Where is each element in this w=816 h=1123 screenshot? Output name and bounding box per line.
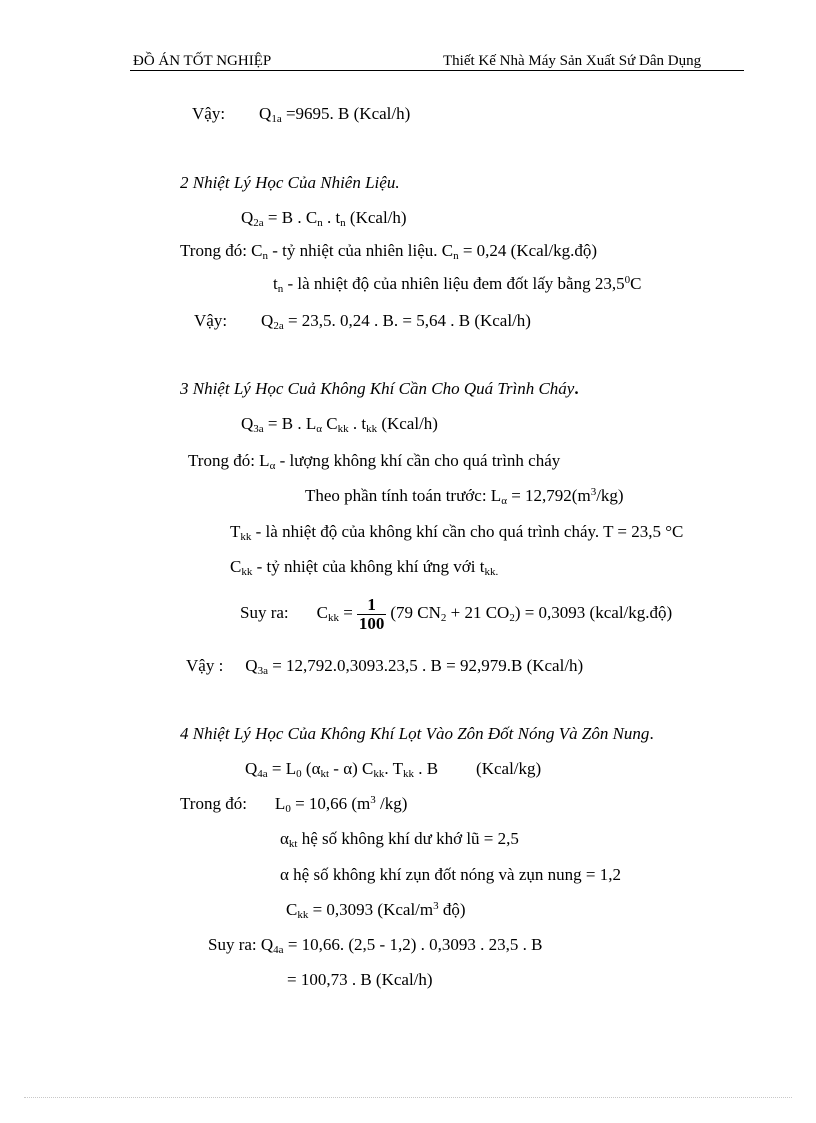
superscript: 3 bbox=[370, 794, 376, 806]
text: C bbox=[322, 414, 338, 433]
calc-l-alpha bbox=[305, 485, 624, 507]
result-q4a: = 100,73 . B (Kcal/h) bbox=[287, 970, 433, 989]
subscript: α bbox=[316, 423, 322, 435]
subscript: kk bbox=[366, 423, 378, 435]
equation: =9695. B (Kcal/h) bbox=[281, 104, 411, 123]
subscript: kk bbox=[402, 768, 414, 780]
equation: = 12,792.0,3093.23,5 . B = 92,979.B (Kcal/h) bbox=[267, 656, 584, 675]
subscript: n bbox=[340, 217, 346, 229]
label: Vậy : bbox=[186, 656, 224, 675]
subscript: 4a bbox=[273, 944, 284, 956]
text: = B . C bbox=[263, 208, 318, 227]
unit: (Kcal/h) bbox=[345, 208, 407, 227]
text: /kg) bbox=[596, 486, 624, 505]
fraction bbox=[357, 596, 387, 633]
header-divider bbox=[130, 70, 744, 71]
subscript: 3a bbox=[253, 423, 264, 435]
subscript: kk bbox=[241, 566, 253, 578]
symbol: Q bbox=[245, 656, 258, 675]
text: 4 Nhiệt Lý Học Của Không Khí Lọt Vào Zôn Đốt Nóng Và Zôn Nung bbox=[180, 724, 650, 743]
text: - tỷ nhiệt của không khí ứng với t bbox=[252, 557, 485, 576]
result-q3a bbox=[186, 655, 583, 677]
subscript: 0 bbox=[296, 768, 302, 780]
text: - tỷ nhiệt của nhiên liệu. C bbox=[268, 241, 454, 260]
subscript: 2 bbox=[509, 612, 515, 624]
definition-l-alpha bbox=[188, 450, 560, 472]
subscript: kk. bbox=[484, 566, 499, 578]
equation-q2a bbox=[241, 207, 407, 229]
value-ckk bbox=[286, 899, 466, 921]
equation: = 23,5. 0,24 . B. = 5,64 . B (Kcal/h) bbox=[283, 311, 531, 330]
subscript: n bbox=[262, 250, 269, 262]
label: Trong đó: bbox=[180, 794, 247, 813]
text: hệ số không khí dư khớ lũ = 2,5 bbox=[297, 829, 519, 848]
symbol: α bbox=[280, 829, 289, 848]
text: Theo phần tính toán trước: L bbox=[305, 486, 502, 505]
text: . t bbox=[348, 414, 367, 433]
definition-cn bbox=[180, 240, 597, 262]
subscript: 1a bbox=[271, 113, 282, 125]
text: = 10,66. (2,5 - 1,2) . 0,3093 . 23,5 . B bbox=[283, 935, 543, 954]
text: t bbox=[273, 274, 278, 293]
symbol: Q bbox=[241, 208, 254, 227]
subscript: kk bbox=[240, 531, 252, 543]
text: . T bbox=[384, 759, 403, 778]
equation-q4a bbox=[245, 758, 541, 780]
subscript: 4a bbox=[257, 768, 268, 780]
symbol: Q bbox=[241, 414, 254, 433]
text: = 0,3093 (Kcal/m bbox=[308, 900, 434, 919]
text: = 10,66 (m bbox=[290, 794, 371, 813]
subscript: 2a bbox=[253, 217, 264, 229]
denominator: 100 bbox=[358, 613, 385, 633]
text: C bbox=[630, 274, 642, 293]
subscript: kk bbox=[297, 909, 309, 921]
unit: (Kcal/kg) bbox=[476, 759, 542, 778]
unit: (Kcal/h) bbox=[377, 414, 438, 433]
equation-ckk bbox=[240, 593, 672, 633]
header-left: ĐỒ ÁN TỐT NGHIỆP bbox=[133, 53, 272, 69]
text: T bbox=[230, 522, 241, 541]
text: . t bbox=[322, 208, 341, 227]
symbol: Q bbox=[245, 759, 258, 778]
symbol: L bbox=[274, 794, 286, 813]
definition-tkk bbox=[230, 521, 683, 543]
subscript: kt bbox=[288, 838, 298, 850]
text: độ) bbox=[438, 900, 466, 919]
subscript: 2a bbox=[273, 320, 284, 332]
text: Trong đó: C bbox=[180, 241, 263, 260]
definition-l0 bbox=[180, 793, 407, 815]
text: . bbox=[574, 379, 579, 398]
superscript: 0 bbox=[624, 274, 631, 286]
text: . B bbox=[413, 759, 439, 778]
page-edge-divider bbox=[24, 1097, 792, 1098]
section-3-title bbox=[180, 378, 579, 400]
text: = 0,24 (Kcal/kg.độ) bbox=[458, 241, 598, 260]
subscript: α bbox=[501, 495, 507, 507]
subscript: 2 bbox=[440, 612, 447, 624]
subscript: 3a bbox=[257, 665, 268, 677]
label: Suy ra: bbox=[240, 603, 289, 622]
text: - là nhiệt độ của không khí cần cho quá trình cháy. T = 23,5 °C bbox=[251, 522, 684, 541]
text: . bbox=[649, 724, 654, 743]
text: - là nhiệt độ của nhiên liệu đem đốt lấy bằng 23,5 bbox=[283, 274, 625, 293]
subscript: kt bbox=[320, 768, 330, 780]
symbol: Q bbox=[261, 311, 274, 330]
header-right: Thiết Kế Nhà Máy Sản Xuất Sứ Dân Dụng bbox=[443, 53, 702, 69]
text: C bbox=[230, 557, 242, 576]
subscript: α bbox=[269, 460, 276, 472]
superscript: 3 bbox=[433, 900, 439, 912]
subscript: 0 bbox=[285, 803, 291, 815]
text: - α) C bbox=[329, 759, 374, 778]
section-4-title bbox=[180, 723, 654, 745]
subscript: kk bbox=[327, 612, 339, 624]
subscript: kk bbox=[373, 768, 385, 780]
subscript: n bbox=[277, 283, 284, 295]
result-q2a bbox=[194, 310, 531, 332]
symbol: Q bbox=[259, 104, 272, 123]
symbol: C bbox=[316, 603, 328, 622]
text: 3 Nhiệt Lý Học Cuả Không Khí Cần Cho Quá Trình Cháy bbox=[180, 379, 575, 398]
subscript: kk bbox=[337, 423, 349, 435]
text: ) = 0,3093 (kcal/kg.độ) bbox=[514, 603, 673, 622]
text: Trong đó: L bbox=[188, 451, 270, 470]
result-q1a bbox=[192, 103, 410, 125]
equation-q3a bbox=[241, 413, 438, 435]
symbol: C bbox=[286, 900, 298, 919]
text: /kg) bbox=[375, 794, 408, 813]
calc-q4a bbox=[208, 934, 542, 956]
text: = 12,792(m bbox=[506, 486, 591, 505]
section-2-title: 2 Nhiệt Lý Học Của Nhiên Liệu. bbox=[180, 173, 400, 192]
text: (α bbox=[301, 759, 321, 778]
definition-ckk bbox=[230, 556, 498, 578]
definition-alpha: α hệ số không khí zụn đốt nóng và zụn nung = 1,2 bbox=[280, 865, 621, 884]
text: = L bbox=[267, 759, 297, 778]
text: Suy ra: Q bbox=[208, 935, 274, 954]
text: (79 CN bbox=[390, 603, 441, 622]
text: - lượng không khí cần cho quá trình cháy bbox=[275, 451, 561, 470]
subscript: n bbox=[317, 217, 323, 229]
superscript: 3 bbox=[590, 486, 597, 498]
label: Vậy: bbox=[194, 311, 228, 330]
subscript: n bbox=[453, 250, 459, 262]
definition-tn bbox=[273, 273, 641, 295]
text: = B . L bbox=[263, 414, 317, 433]
definition-alpha-kt bbox=[280, 828, 519, 850]
label: Vậy: bbox=[192, 104, 226, 123]
text: + 21 CO bbox=[446, 603, 510, 622]
text: = bbox=[338, 603, 353, 622]
numerator: 1 bbox=[357, 596, 387, 615]
